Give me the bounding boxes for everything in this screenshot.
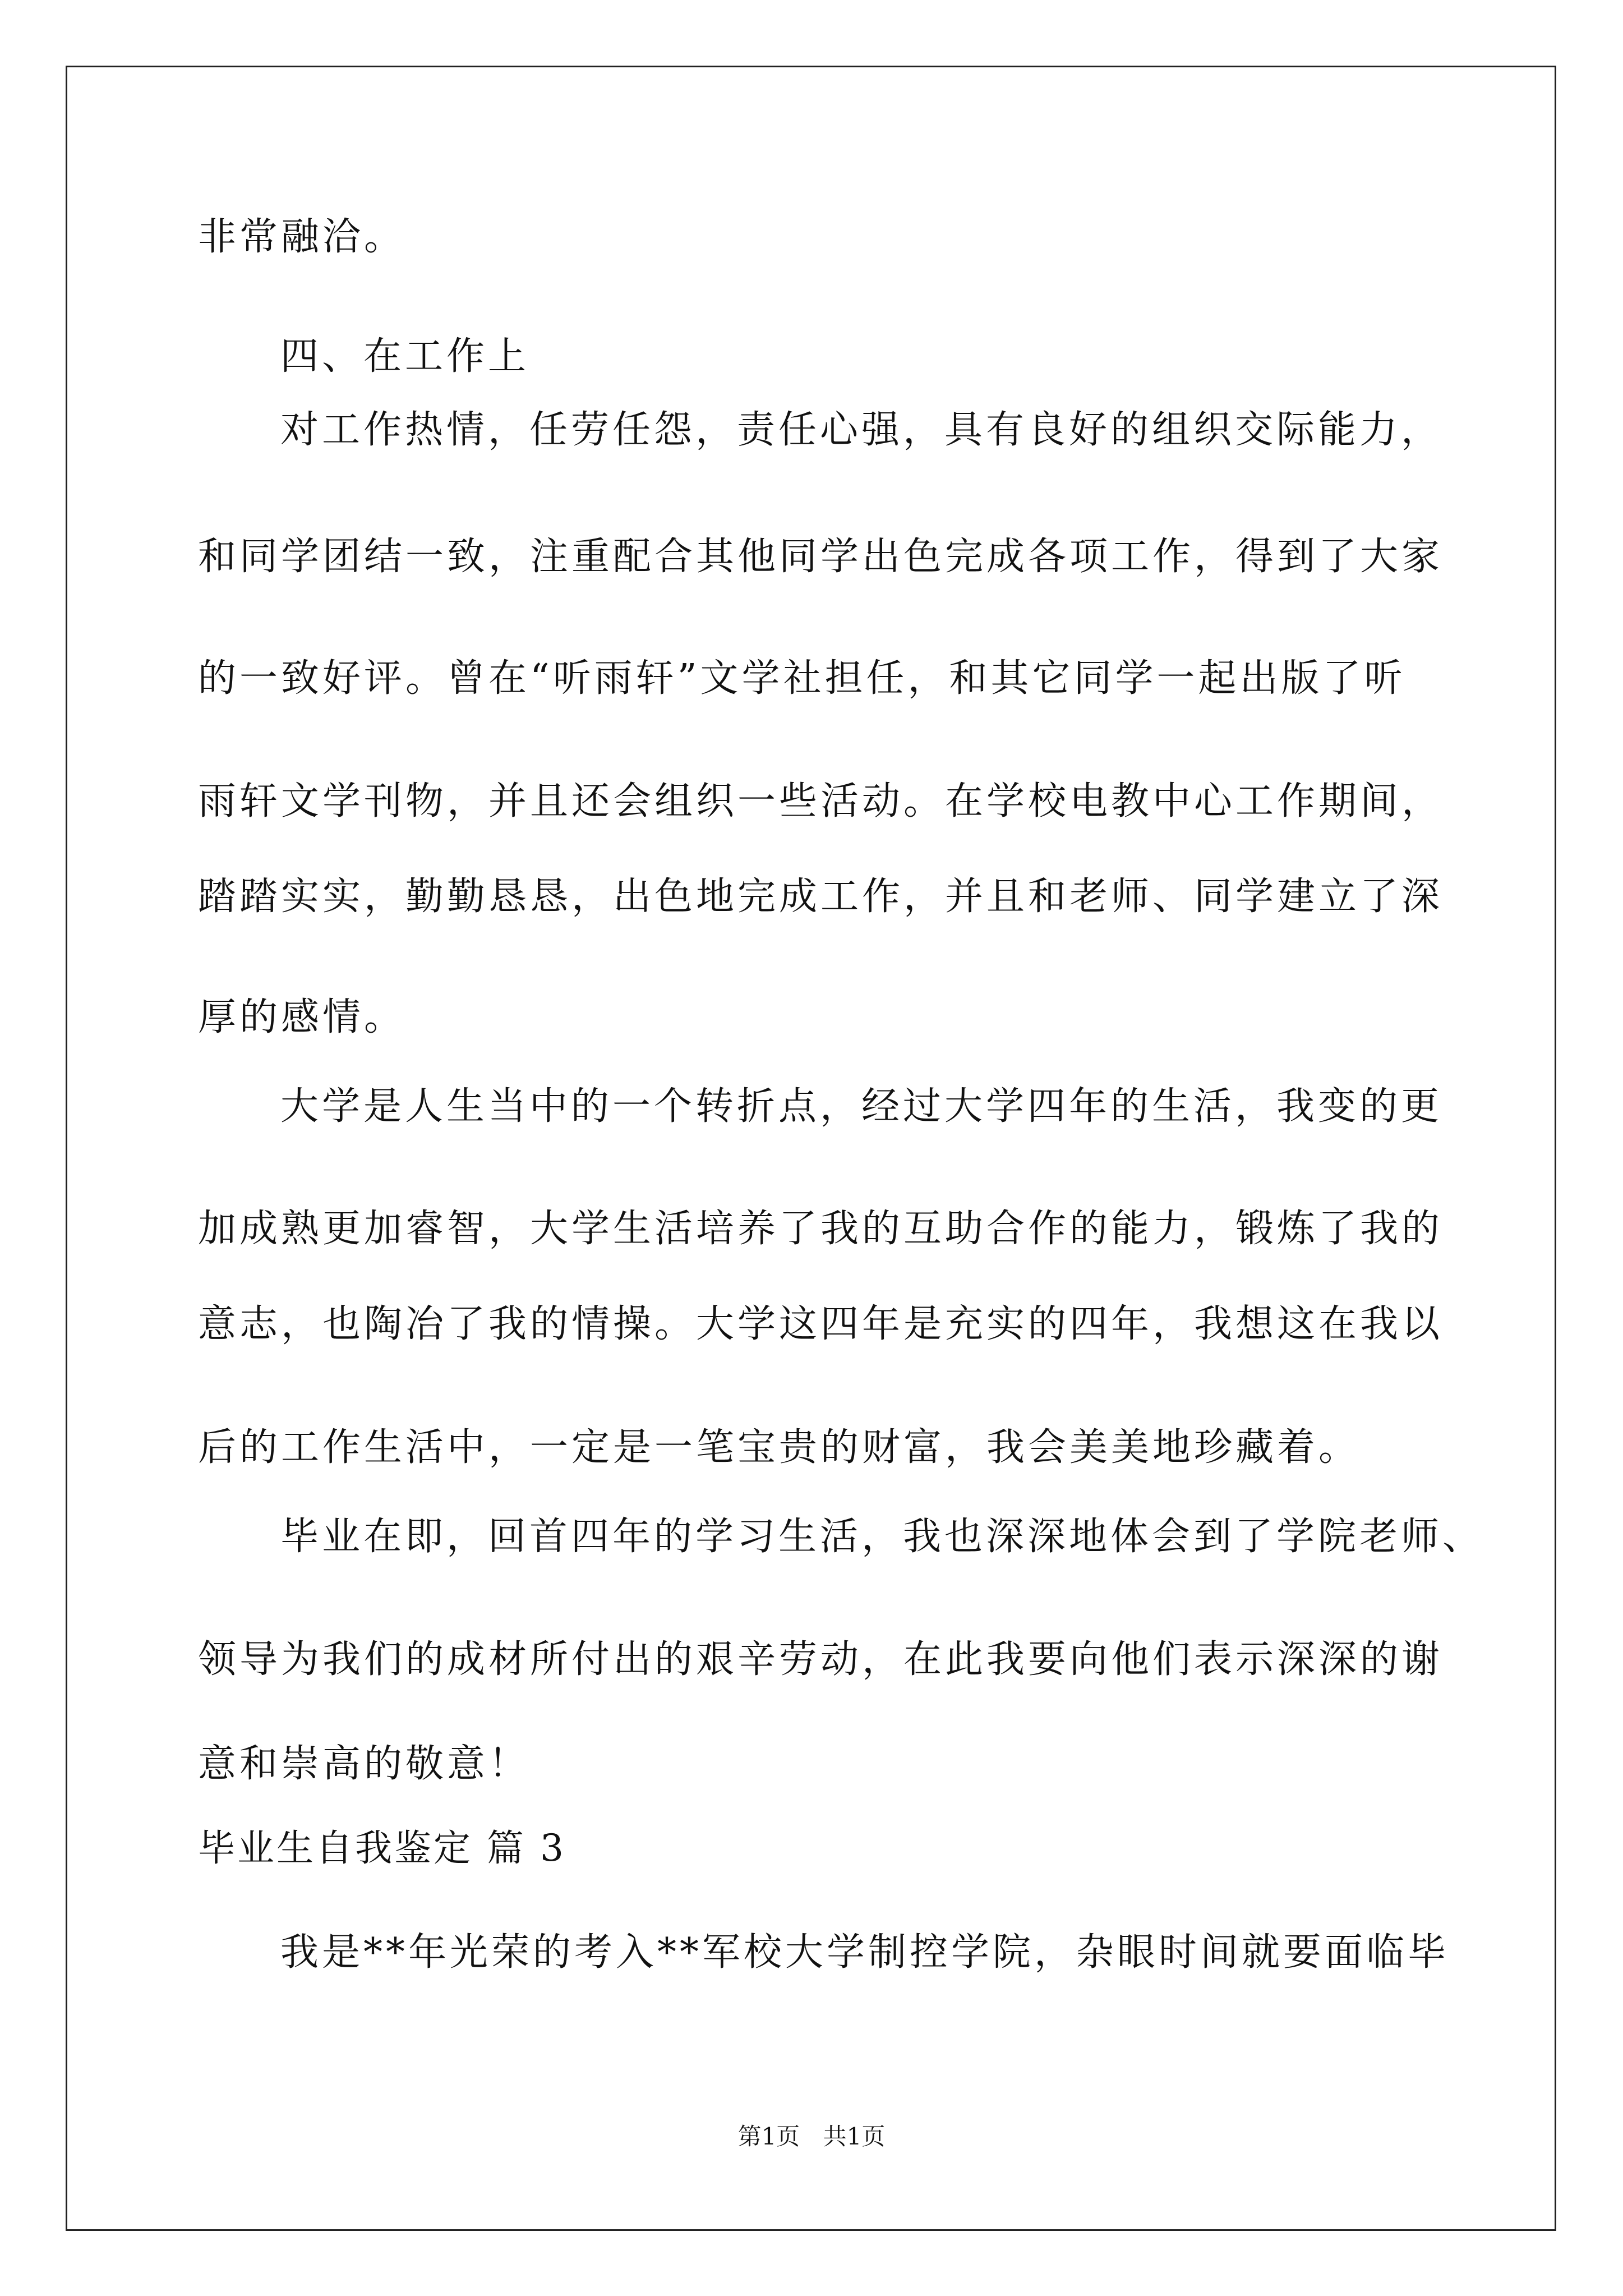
page-footer: [0, 2123, 1623, 2151]
text-line: 对工作热情，任劳任怨，责任心强，具有良好的组织交际能力，: [280, 408, 1443, 452]
text-line: 雨轩文学刊物，并且还会组织一些活动。在学校电教中心工作期间，: [198, 779, 1444, 823]
text-line: 的一致好评。曾在“听雨轩”文学社担任，和其它同学一起出版了听: [198, 656, 1406, 701]
text-line: 踏踏实实，勤勤恳恳，出色地完成工作，并且和老师、同学建立了深: [198, 875, 1444, 919]
text-line: 厚的感情。: [198, 995, 406, 1039]
text-line: 我是**年光荣的考入**军校大学制控学院，杂眼时间就要面临毕: [280, 1930, 1450, 1975]
text-line: 非常融洽。: [198, 215, 406, 259]
page-border: [66, 66, 1556, 2231]
page-number: 第1页: [737, 2123, 800, 2150]
text-line: 大学是人生当中的一个转折点，经过大学四年的生活，我变的更: [280, 1084, 1443, 1129]
text-line: 意志，也陶冶了我的情操。大学这四年是充实的四年，我想这在我以: [198, 1302, 1444, 1346]
page-total: 共1页: [823, 2123, 886, 2150]
text-line: 意和崇高的敬意！: [198, 1742, 531, 1786]
article-heading: 毕业生自我鉴定 篇 3: [198, 1826, 566, 1870]
section-heading: 四、在工作上: [280, 334, 530, 379]
text-line: 领导为我们的成材所付出的艰辛劳动，在此我要向他们表示深深的谢: [198, 1637, 1444, 1682]
text-line: 和同学团结一致，注重配合其他同学出色完成各项工作，得到了大家: [198, 535, 1444, 579]
text-line: 加成熟更加睿智，大学生活培养了我的互助合作的能力，锻炼了我的: [198, 1207, 1444, 1251]
text-line: 毕业在即，回首四年的学习生活，我也深深地体会到了学院老师、: [280, 1515, 1484, 1559]
text-line: 后的工作生活中，一定是一笔宝贵的财富，我会美美地珍藏着。: [198, 1425, 1361, 1470]
